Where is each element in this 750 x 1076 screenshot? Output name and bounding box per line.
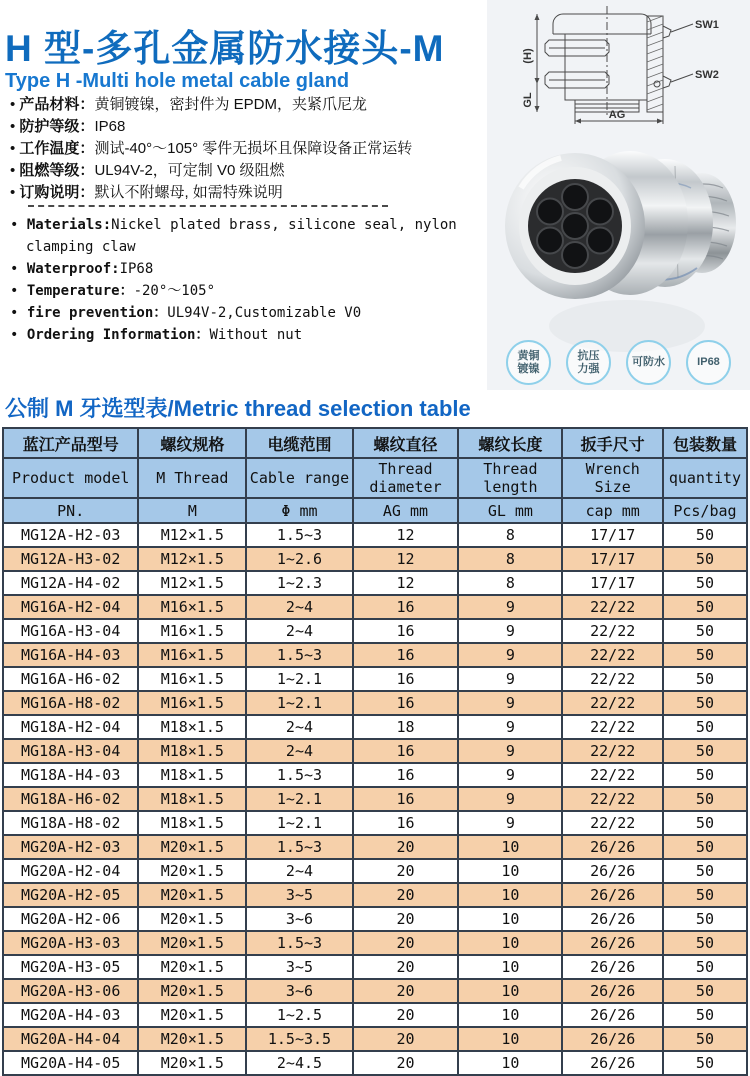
table-cell: 1~2.1: [246, 691, 352, 715]
spec-label: 阻燃等级：: [19, 162, 95, 179]
table-cell: 50: [663, 715, 747, 739]
header-cell-cn: 蓝江产品型号: [3, 428, 138, 458]
badge-line2: 镀镍: [517, 362, 540, 375]
spec-item: • 订购说明：默认不附螺母, 如需特殊说明: [10, 184, 283, 201]
table-cell: M12×1.5: [138, 547, 246, 571]
header-cell-en: Wrench Size: [562, 458, 662, 498]
table-cell: 16: [353, 643, 459, 667]
table-row: [3, 1003, 747, 1027]
table-cell: M18×1.5: [138, 715, 246, 739]
table-cell: 10: [458, 1027, 562, 1051]
table-cell: 9: [458, 619, 562, 643]
table-cell: 2~4: [246, 595, 352, 619]
spec-label: Materials:: [26, 217, 112, 233]
table-cell: 18: [353, 715, 459, 739]
table-cell: 50: [663, 547, 747, 571]
table-cell: 2~4: [246, 619, 352, 643]
table-cell: M18×1.5: [138, 811, 246, 835]
spec-value: Without nut: [209, 327, 303, 343]
spec-item: • Materials:Nickel plated brass, silicone seal, nylon clamping claw: [10, 217, 457, 255]
table-cell: MG18A-H3-04: [3, 739, 138, 763]
header-cell-unit: Pcs/bag: [663, 498, 747, 523]
feature-badge: [686, 340, 731, 385]
spec-label: 工作温度：: [19, 140, 95, 157]
table-cell: M18×1.5: [138, 739, 246, 763]
table-cell: 9: [458, 763, 562, 787]
header-cell-unit: AG mm: [353, 498, 459, 523]
header-cell-en: Thread diameter: [353, 458, 459, 498]
table-cell: 3~5: [246, 955, 352, 979]
header-cell-en: Thread length: [458, 458, 562, 498]
table-cell: 1.5~3: [246, 835, 352, 859]
table-cell: 17/17: [562, 571, 662, 595]
feature-badges: [487, 340, 750, 385]
table-section-title: 公制 M 牙选型表/Metric thread selection table: [5, 396, 471, 421]
table-cell: MG20A-H4-03: [3, 1003, 138, 1027]
table-header-units: [3, 498, 747, 523]
table-cell: 1~2.3: [246, 571, 352, 595]
table-row: [3, 643, 747, 667]
header-cell-cn: 螺纹长度: [458, 428, 562, 458]
table-cell: MG12A-H2-03: [3, 523, 138, 547]
table-cell: M20×1.5: [138, 1027, 246, 1051]
table-cell: 16: [353, 619, 459, 643]
table-cell: 22/22: [562, 595, 662, 619]
spec-label: Ordering Information：: [26, 327, 210, 343]
table-cell: M16×1.5: [138, 691, 246, 715]
table-header-cn: [3, 428, 747, 458]
table-cell: 22/22: [562, 739, 662, 763]
table-cell: 50: [663, 667, 747, 691]
header-cell-cn: 螺纹直径: [353, 428, 459, 458]
table-cell: 1~2.1: [246, 667, 352, 691]
product-photo: [487, 126, 750, 340]
spec-item: • 工作温度：测试-40°～105° 零件无损坏且保障设备正常运转: [10, 140, 413, 157]
table-row: [3, 619, 747, 643]
table-cell: MG16A-H8-02: [3, 691, 138, 715]
page-subtitle: Type H -Multi hole metal cable gland: [5, 70, 350, 92]
spec-label: Waterproof:: [26, 261, 120, 277]
table-cell: 12: [353, 547, 459, 571]
table-cell: 50: [663, 1003, 747, 1027]
table-cell: M20×1.5: [138, 859, 246, 883]
table-cell: M20×1.5: [138, 1051, 246, 1075]
table-cell: 50: [663, 907, 747, 931]
table-cell: 9: [458, 691, 562, 715]
table-cell: 9: [458, 643, 562, 667]
table-cell: M20×1.5: [138, 835, 246, 859]
table-cell: 50: [663, 979, 747, 1003]
table-cell: 8: [458, 547, 562, 571]
header-cell-cn: 包装数量: [663, 428, 747, 458]
table-row: [3, 547, 747, 571]
table-cell: 10: [458, 883, 562, 907]
table-cell: 16: [353, 763, 459, 787]
table-row: [3, 835, 747, 859]
table-cell: 17/17: [562, 523, 662, 547]
table-cell: 17/17: [562, 547, 662, 571]
table-cell: 10: [458, 1051, 562, 1075]
table-cell: 9: [458, 595, 562, 619]
table-cell: 50: [663, 619, 747, 643]
table-row: [3, 883, 747, 907]
table-cell: M20×1.5: [138, 883, 246, 907]
table-row: [3, 739, 747, 763]
table-cell: MG18A-H4-03: [3, 763, 138, 787]
spec-label: 订购说明：: [19, 184, 95, 201]
badge-line1: 可防水: [632, 356, 665, 368]
spec-list-cn: [10, 94, 484, 204]
header-cell-unit: Φ mm: [246, 498, 352, 523]
table-cell: M16×1.5: [138, 667, 246, 691]
table-cell: 9: [458, 787, 562, 811]
dim-label-sw2: SW2: [695, 69, 719, 81]
dim-label-sw1: SW1: [695, 19, 719, 31]
table-cell: 10: [458, 859, 562, 883]
table-cell: MG20A-H2-06: [3, 907, 138, 931]
table-cell: MG16A-H3-04: [3, 619, 138, 643]
table-cell: 20: [353, 883, 459, 907]
table-row: [3, 571, 747, 595]
badge-line1: IP68: [697, 356, 720, 368]
table-cell: 20: [353, 955, 459, 979]
table-cell: 22/22: [562, 691, 662, 715]
table-cell: 2~4: [246, 859, 352, 883]
table-cell: 22/22: [562, 667, 662, 691]
table-cell: 26/26: [562, 1003, 662, 1027]
table-cell: MG16A-H4-03: [3, 643, 138, 667]
header-cell-unit: GL mm: [458, 498, 562, 523]
table-cell: M16×1.5: [138, 595, 246, 619]
table-cell: MG18A-H6-02: [3, 787, 138, 811]
table-cell: 20: [353, 859, 459, 883]
spec-item: • Ordering Information：Without nut: [10, 327, 303, 343]
table-cell: 16: [353, 667, 459, 691]
header-cell-en: Product model: [3, 458, 138, 498]
table-row: [3, 523, 747, 547]
table-cell: 8: [458, 571, 562, 595]
table-cell: 3~5: [246, 883, 352, 907]
spec-value: -20°～105°: [133, 283, 216, 299]
table-cell: 22/22: [562, 643, 662, 667]
product-panel: [487, 0, 750, 390]
table-row: [3, 811, 747, 835]
spec-label: Temperature：: [26, 283, 134, 299]
spec-label: 产品材料：: [19, 96, 95, 113]
table-cell: 26/26: [562, 1051, 662, 1075]
table-cell: MG18A-H2-04: [3, 715, 138, 739]
table-cell: M20×1.5: [138, 955, 246, 979]
table-cell: M18×1.5: [138, 763, 246, 787]
table-cell: 50: [663, 691, 747, 715]
header-cell-cn: 扳手尺寸: [562, 428, 662, 458]
table-cell: 1.5~3: [246, 763, 352, 787]
table-cell: M16×1.5: [138, 619, 246, 643]
table-cell: 16: [353, 811, 459, 835]
table-cell: 26/26: [562, 883, 662, 907]
table-cell: 16: [353, 595, 459, 619]
table-cell: 2~4.5: [246, 1051, 352, 1075]
badge-line2: 力强: [577, 362, 600, 375]
table-cell: 50: [663, 931, 747, 955]
spec-value: 测试-40°～105° 零件无损坏且保障设备正常运转: [94, 140, 413, 157]
table-cell: M20×1.5: [138, 931, 246, 955]
table-cell: 50: [663, 739, 747, 763]
table-cell: MG16A-H6-02: [3, 667, 138, 691]
spec-item: • fire prevention：UL94V-2,Customizable V0: [10, 305, 362, 321]
spec-value: IP68: [119, 261, 154, 277]
table-cell: 50: [663, 643, 747, 667]
header-cell-unit: PN.: [3, 498, 138, 523]
table-row: [3, 715, 747, 739]
badge-line1: 抗压: [577, 349, 600, 362]
table-cell: 3~6: [246, 979, 352, 1003]
table-cell: M20×1.5: [138, 907, 246, 931]
table-cell: 26/26: [562, 955, 662, 979]
spec-list-en: [10, 214, 484, 346]
table-cell: M12×1.5: [138, 571, 246, 595]
table-cell: 20: [353, 931, 459, 955]
table-cell: 9: [458, 739, 562, 763]
table-row: [3, 1051, 747, 1075]
table-row: [3, 907, 747, 931]
table-row: [3, 955, 747, 979]
spec-item: • 防护等级：IP68: [10, 118, 126, 135]
table-cell: 50: [663, 1027, 747, 1051]
table-cell: 1~2.6: [246, 547, 352, 571]
table-row: [3, 595, 747, 619]
table-header-en: [3, 458, 747, 498]
table-cell: 20: [353, 1003, 459, 1027]
feature-badge: [506, 340, 551, 385]
table-row: [3, 859, 747, 883]
table-cell: 50: [663, 763, 747, 787]
spec-value: IP68: [94, 118, 126, 135]
selection-table: [2, 427, 748, 1076]
table-cell: 16: [353, 691, 459, 715]
table-cell: 50: [663, 595, 747, 619]
dim-label-h: (H): [522, 48, 534, 64]
table-cell: 9: [458, 715, 562, 739]
table-cell: 26/26: [562, 1027, 662, 1051]
table-cell: MG12A-H4-02: [3, 571, 138, 595]
table-cell: 22/22: [562, 787, 662, 811]
dashed-separator: [28, 205, 388, 207]
table-cell: 9: [458, 811, 562, 835]
table-cell: 50: [663, 883, 747, 907]
table-cell: M20×1.5: [138, 979, 246, 1003]
table-cell: 50: [663, 811, 747, 835]
table-cell: M12×1.5: [138, 523, 246, 547]
table-cell: 22/22: [562, 811, 662, 835]
table-cell: 10: [458, 955, 562, 979]
table-cell: MG20A-H2-03: [3, 835, 138, 859]
table-cell: 10: [458, 979, 562, 1003]
dim-label-gl: GL: [522, 92, 534, 108]
table-cell: 50: [663, 955, 747, 979]
spec-item: • 阻燃等级：UL94V-2，可定制 V0 级阻燃: [10, 162, 285, 179]
table-cell: MG20A-H4-05: [3, 1051, 138, 1075]
table-cell: MG20A-H3-06: [3, 979, 138, 1003]
table-cell: MG20A-H3-03: [3, 931, 138, 955]
table-cell: 12: [353, 523, 459, 547]
table-cell: 10: [458, 835, 562, 859]
table-cell: 50: [663, 523, 747, 547]
table-row: [3, 667, 747, 691]
table-cell: MG12A-H3-02: [3, 547, 138, 571]
table-cell: 1~2.1: [246, 811, 352, 835]
table-row: [3, 787, 747, 811]
header-cell-unit: cap mm: [562, 498, 662, 523]
table-cell: 1.5~3.5: [246, 1027, 352, 1051]
header-cell-en: Cable range: [246, 458, 352, 498]
table-cell: MG16A-H2-04: [3, 595, 138, 619]
feature-badge: [566, 340, 611, 385]
table-cell: 50: [663, 859, 747, 883]
table-cell: 16: [353, 739, 459, 763]
header-cell-en: quantity: [663, 458, 747, 498]
table-row: [3, 931, 747, 955]
table-cell: M16×1.5: [138, 643, 246, 667]
table-cell: 1.5~3: [246, 931, 352, 955]
table-cell: 22/22: [562, 619, 662, 643]
technical-drawing: [487, 0, 750, 128]
spec-value: UL94V-2，可定制 V0 级阻燃: [94, 162, 285, 179]
table-row: [3, 691, 747, 715]
table-cell: 26/26: [562, 859, 662, 883]
table-cell: 50: [663, 571, 747, 595]
table-cell: 10: [458, 1003, 562, 1027]
table-cell: 1.5~3: [246, 523, 352, 547]
table-cell: 26/26: [562, 907, 662, 931]
table-cell: 10: [458, 931, 562, 955]
table-cell: 2~4: [246, 739, 352, 763]
table-cell: M20×1.5: [138, 1003, 246, 1027]
table-cell: 26/26: [562, 931, 662, 955]
header-cell-unit: M: [138, 498, 246, 523]
table-cell: 8: [458, 523, 562, 547]
table-cell: 10: [458, 907, 562, 931]
spec-value: 黄铜镀镍，密封件为 EPDM，夹紧爪尼龙: [94, 96, 367, 113]
table-cell: MG20A-H2-04: [3, 859, 138, 883]
header-cell-cn: 电缆范围: [246, 428, 352, 458]
page-title: H 型-多孔金属防水接头-M: [5, 28, 445, 69]
table-row: [3, 763, 747, 787]
spec-value: UL94V-2,Customizable V0: [167, 305, 362, 321]
table-cell: 50: [663, 1051, 747, 1075]
table-cell: 20: [353, 1051, 459, 1075]
header-cell-cn: 螺纹规格: [138, 428, 246, 458]
table-cell: 50: [663, 787, 747, 811]
table-cell: MG20A-H3-05: [3, 955, 138, 979]
table-cell: 1~2.1: [246, 787, 352, 811]
header-cell-en: M Thread: [138, 458, 246, 498]
table-cell: M18×1.5: [138, 787, 246, 811]
table-cell: 9: [458, 667, 562, 691]
feature-badge: [626, 340, 671, 385]
table-row: [3, 979, 747, 1003]
table-cell: 20: [353, 1027, 459, 1051]
table-cell: 1.5~3: [246, 643, 352, 667]
table-cell: 2~4: [246, 715, 352, 739]
table-cell: 26/26: [562, 835, 662, 859]
table-row: [3, 1027, 747, 1051]
table-cell: 1~2.5: [246, 1003, 352, 1027]
table-cell: MG18A-H8-02: [3, 811, 138, 835]
table-cell: 22/22: [562, 715, 662, 739]
spec-value: 默认不附螺母, 如需特殊说明: [94, 184, 283, 201]
spec-item: • 产品材料：黄铜镀镍，密封件为 EPDM，夹紧爪尼龙: [10, 96, 367, 113]
spec-label: 防护等级：: [19, 118, 95, 135]
table-cell: 20: [353, 979, 459, 1003]
table-cell: MG20A-H2-05: [3, 883, 138, 907]
table-cell: MG20A-H4-04: [3, 1027, 138, 1051]
table-cell: 16: [353, 787, 459, 811]
table-cell: 22/22: [562, 763, 662, 787]
spec-item: • Waterproof:IP68: [10, 261, 154, 277]
spec-item: • Temperature：-20°～105°: [10, 283, 216, 299]
table-cell: 3~6: [246, 907, 352, 931]
table-cell: 26/26: [562, 979, 662, 1003]
table-cell: 20: [353, 907, 459, 931]
badge-line1: 黄铜: [517, 349, 540, 362]
spec-value: Nickel plated brass, silicone seal, nylon clamping claw: [26, 217, 457, 255]
table-cell: 50: [663, 835, 747, 859]
dim-label-ag: AG: [608, 109, 626, 121]
table-cell: 12: [353, 571, 459, 595]
table-cell: 20: [353, 835, 459, 859]
spec-label: fire prevention：: [26, 305, 168, 321]
